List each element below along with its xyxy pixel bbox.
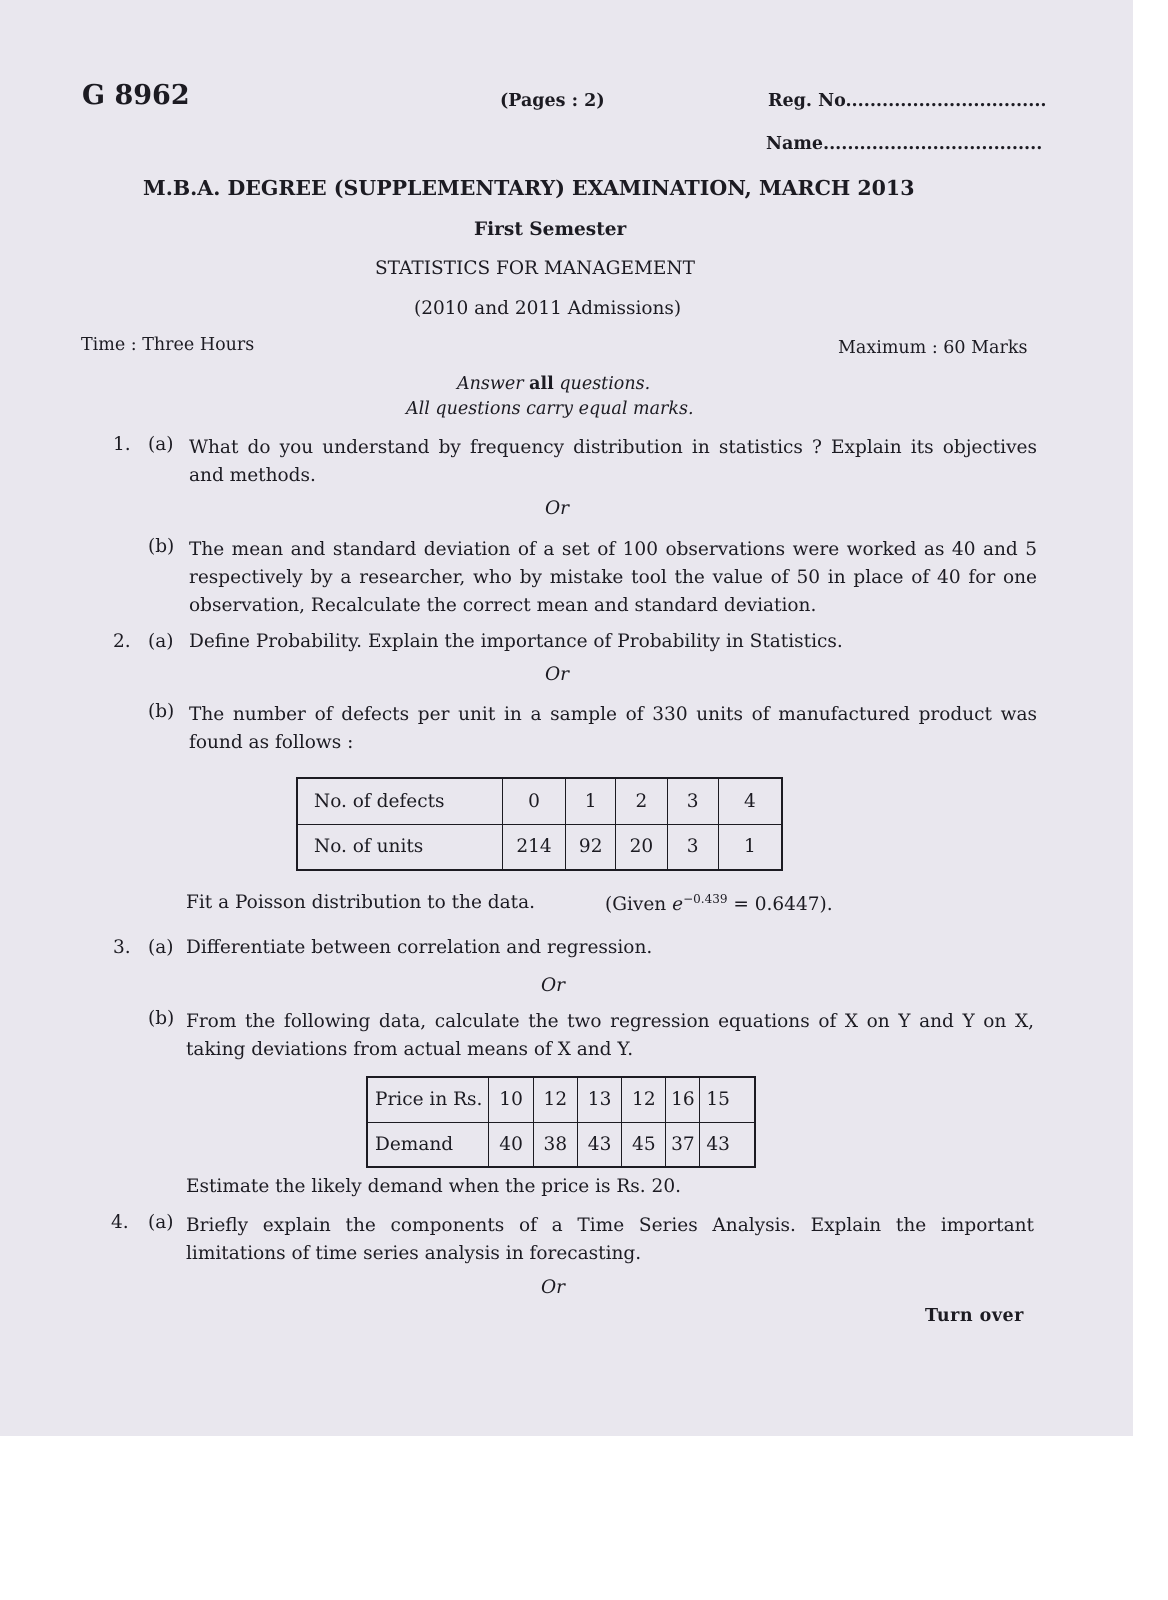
table-cell: No. of defects bbox=[297, 778, 502, 824]
name-field: Name.................................... bbox=[766, 134, 1043, 154]
table-cell: 1 bbox=[718, 824, 782, 870]
table-row bbox=[367, 1122, 755, 1167]
turn-over: Turn over bbox=[925, 1306, 1024, 1326]
table-cell: Price in Rs. bbox=[367, 1077, 489, 1122]
q2-number: 2. bbox=[113, 631, 131, 652]
q4a-text: Briefly explain the components of a Time Series Analysis. Explain the important limitations of time series analysis in forecasting. bbox=[186, 1215, 1034, 1264]
q1b-text: The mean and standard deviation of a set of 100 observations were worked as 40 and 5 respectively by a researcher, who by mistake tool the value of 50 in place of 40 for one observation, Recalculate the correct mean and standard deviation. bbox=[189, 539, 1037, 616]
defects-table bbox=[296, 777, 783, 871]
admissions: (2010 and 2011 Admissions) bbox=[414, 298, 682, 319]
reg-no-field: Reg. No................................. bbox=[768, 91, 1047, 111]
q3-number: 3. bbox=[113, 937, 131, 958]
table-row bbox=[367, 1077, 755, 1122]
q1-number: 1. bbox=[113, 434, 131, 455]
q3a-label: (a) bbox=[148, 937, 174, 958]
table-cell: 15 bbox=[700, 1077, 755, 1122]
q3-or: Or bbox=[541, 975, 566, 996]
table-cell: 37 bbox=[666, 1122, 700, 1167]
table-cell: 38 bbox=[533, 1122, 577, 1167]
q2b-fit-text: Fit a Poisson distribution to the data. bbox=[186, 892, 535, 913]
table-cell: Demand bbox=[367, 1122, 489, 1167]
table-cell: 214 bbox=[502, 824, 565, 870]
table-row bbox=[297, 824, 782, 870]
q2b-label: (b) bbox=[148, 701, 175, 722]
q3b-estimate-text: Estimate the likely demand when the price is Rs. 20. bbox=[186, 1176, 681, 1197]
subject: STATISTICS FOR MANAGEMENT bbox=[375, 258, 695, 279]
table-cell: 12 bbox=[622, 1077, 666, 1122]
q1b-label: (b) bbox=[148, 536, 175, 557]
table-row bbox=[297, 778, 782, 824]
q3a-text: Differentiate between correlation and regression. bbox=[186, 937, 653, 958]
table-cell: 1 bbox=[566, 778, 616, 824]
table-cell: 10 bbox=[489, 1077, 533, 1122]
table-cell: 3 bbox=[667, 824, 718, 870]
table-cell: 3 bbox=[667, 778, 718, 824]
instruction-equal-marks: All questions carry equal marks. bbox=[406, 399, 694, 419]
q4-number: 4. bbox=[111, 1212, 129, 1233]
table-cell: No. of units bbox=[297, 824, 502, 870]
semester: First Semester bbox=[474, 219, 627, 240]
q4a-label: (a) bbox=[148, 1212, 174, 1233]
q1-or: Or bbox=[545, 498, 570, 519]
exam-title: M.B.A. DEGREE (SUPPLEMENTARY) EXAMINATION, MARCH 2013 bbox=[143, 176, 915, 200]
q2a-text: Define Probability. Explain the importance of Probability in Statistics. bbox=[189, 631, 843, 652]
time-allowed: Time : Three Hours bbox=[81, 335, 255, 355]
table-cell: 0 bbox=[502, 778, 565, 824]
q4-or: Or bbox=[541, 1277, 566, 1298]
table-cell: 45 bbox=[622, 1122, 666, 1167]
table-cell: 2 bbox=[616, 778, 667, 824]
q1a-label: (a) bbox=[148, 434, 174, 455]
table-cell: 20 bbox=[616, 824, 667, 870]
q3b-label: (b) bbox=[148, 1008, 175, 1029]
q2b-given-value: (Given $e^{-0.439} = 0.6447$). bbox=[605, 892, 833, 916]
q1a-text: What do you understand by frequency distribution in statistics ? Explain its objectives and methods. bbox=[189, 437, 1037, 486]
table-cell: 43 bbox=[700, 1122, 755, 1167]
table-cell: 92 bbox=[566, 824, 616, 870]
q2a-label: (a) bbox=[148, 631, 174, 652]
maximum-marks: Maximum : 60 Marks bbox=[838, 338, 1028, 358]
page-count: (Pages : 2) bbox=[500, 91, 605, 111]
instruction-answer-all: Answer all questions. bbox=[457, 374, 651, 394]
table-cell: 4 bbox=[718, 778, 782, 824]
table-cell: 12 bbox=[533, 1077, 577, 1122]
q3b-text: From the following data, calculate the two regression equations of X on Y and Y on X, taking deviations from actual means of X and Y. bbox=[186, 1011, 1034, 1060]
table-cell: 16 bbox=[666, 1077, 700, 1122]
table-cell: 43 bbox=[577, 1122, 621, 1167]
price-demand-table bbox=[366, 1076, 756, 1168]
paper-code: G 8962 bbox=[82, 80, 190, 111]
table-cell: 40 bbox=[489, 1122, 533, 1167]
q2-or: Or bbox=[545, 664, 570, 685]
table-cell: 13 bbox=[577, 1077, 621, 1122]
q2b-text: The number of defects per unit in a sample of 330 units of manufactured product was found as follows : bbox=[189, 704, 1037, 753]
